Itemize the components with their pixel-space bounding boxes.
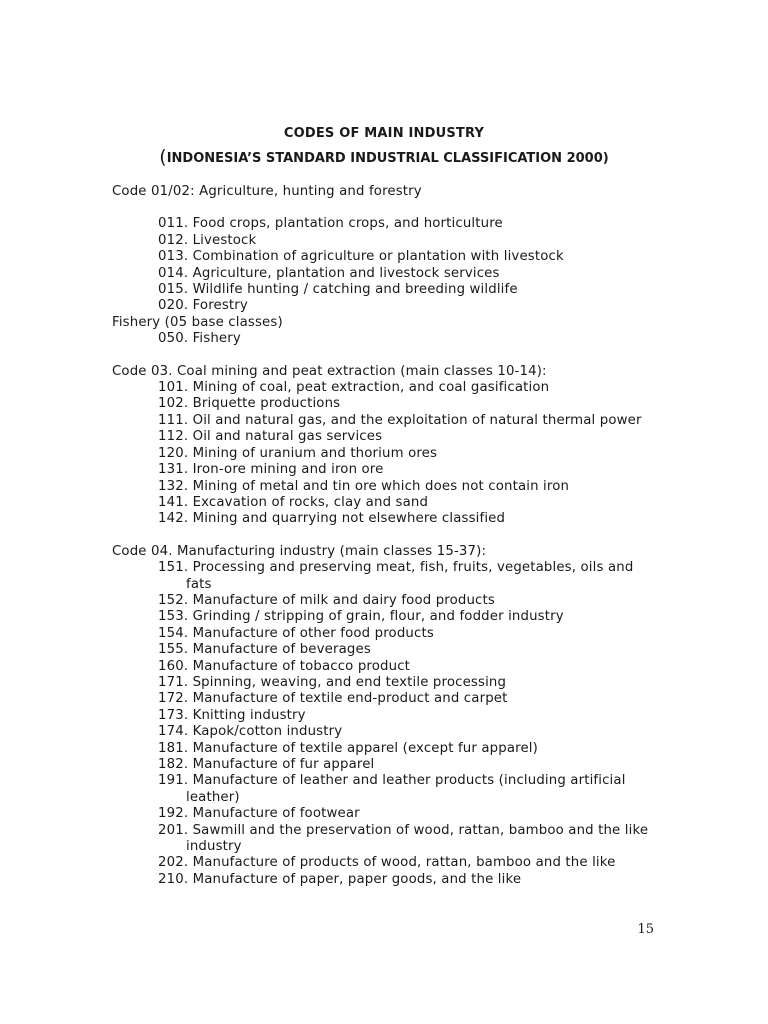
list-item: 152. Manufacture of milk and dairy food products xyxy=(158,592,495,608)
list-item: 131. Iron-ore mining and iron ore xyxy=(158,462,384,478)
list-item: 101. Mining of coal, peat extraction, and coal gasification xyxy=(158,380,550,396)
list-item: 015. Wildlife hunting / catching and breeding wildlife xyxy=(158,282,518,298)
list-item: 181. Manufacture of textile apparel (except fur apparel) xyxy=(158,740,538,756)
list-item: 210. Manufacture of paper, paper goods, and the like xyxy=(158,871,522,887)
list-item: 191. Manufacture of leather and leather products (including artificial xyxy=(158,773,626,789)
list-item: 153. Grinding / stripping of grain, flour, and fodder industry xyxy=(158,609,564,625)
page-number: 15 xyxy=(637,922,654,937)
list-item: 112. Oil and natural gas services xyxy=(158,429,383,445)
list-item: 102. Briquette productions xyxy=(158,396,341,412)
subtitle-text: INDONESIA’S STANDARD INDUSTRIAL CLASSIFICATION 2000) xyxy=(166,151,609,166)
list-item: 141. Excavation of rocks, clay and sand xyxy=(158,494,429,510)
list-item: 011. Food crops, plantation crops, and horticulture xyxy=(158,216,503,232)
list-item: 192. Manufacture of footwear xyxy=(158,806,360,822)
list-item: 201. Sawmill and the preservation of wood, rattan, bamboo and the like xyxy=(158,822,649,838)
list-item: 171. Spinning, weaving, and end textile processing xyxy=(158,674,507,690)
list-item: 111. Oil and natural gas, and the exploitation of natural thermal power xyxy=(158,412,642,428)
list-item: 174. Kapok/cotton industry xyxy=(158,724,343,740)
section-heading-manufacturing: Code 04. Manufacturing industry (main classes 15-37): xyxy=(112,543,487,559)
manufacturing-list xyxy=(112,560,672,888)
list-item: 173. Knitting industry xyxy=(158,707,306,723)
list-item-continuation: leather) xyxy=(186,789,240,805)
classification-list xyxy=(112,184,672,888)
page-subtitle xyxy=(0,146,768,168)
list-item: 012. Livestock xyxy=(158,232,257,248)
section-heading-mining: Code 03. Coal mining and peat extraction (main classes 10-14): xyxy=(112,363,547,379)
list-item: 120. Mining of uranium and thorium ores xyxy=(158,445,438,461)
list-item: 154. Manufacture of other food products xyxy=(158,625,434,641)
subtitle-paren: ( xyxy=(159,146,167,168)
list-item: 172. Manufacture of textile end-product and carpet xyxy=(158,691,508,707)
section-heading-fishery: Fishery (05 base classes) xyxy=(112,314,283,330)
list-item: 142. Mining and quarrying not elsewhere classified xyxy=(158,511,506,527)
list-item-continuation: industry xyxy=(186,839,242,855)
list-item: 202. Manufacture of products of wood, rattan, bamboo and the like xyxy=(158,855,616,871)
list-item-continuation: fats xyxy=(186,576,212,592)
list-item: 050. Fishery xyxy=(158,331,241,347)
section-heading-agriculture: Code 01/02: Agriculture, hunting and forestry xyxy=(112,184,422,199)
list-item: 160. Manufacture of tobacco product xyxy=(158,658,411,674)
list-item: 132. Mining of metal and tin ore which does not contain iron xyxy=(158,478,570,494)
list-item: 013. Combination of agriculture or plantation with livestock xyxy=(158,249,564,265)
page-title: CODES OF MAIN INDUSTRY xyxy=(283,126,485,141)
list-item: 014. Agriculture, plantation and livestock services xyxy=(158,265,500,281)
list-item: 020. Forestry xyxy=(158,298,248,314)
list-item: 182. Manufacture of fur apparel xyxy=(158,757,375,772)
list-item: 151. Processing and preserving meat, fish, fruits, vegetables, oils and xyxy=(158,560,634,576)
list-item: 155. Manufacture of beverages xyxy=(158,642,371,658)
